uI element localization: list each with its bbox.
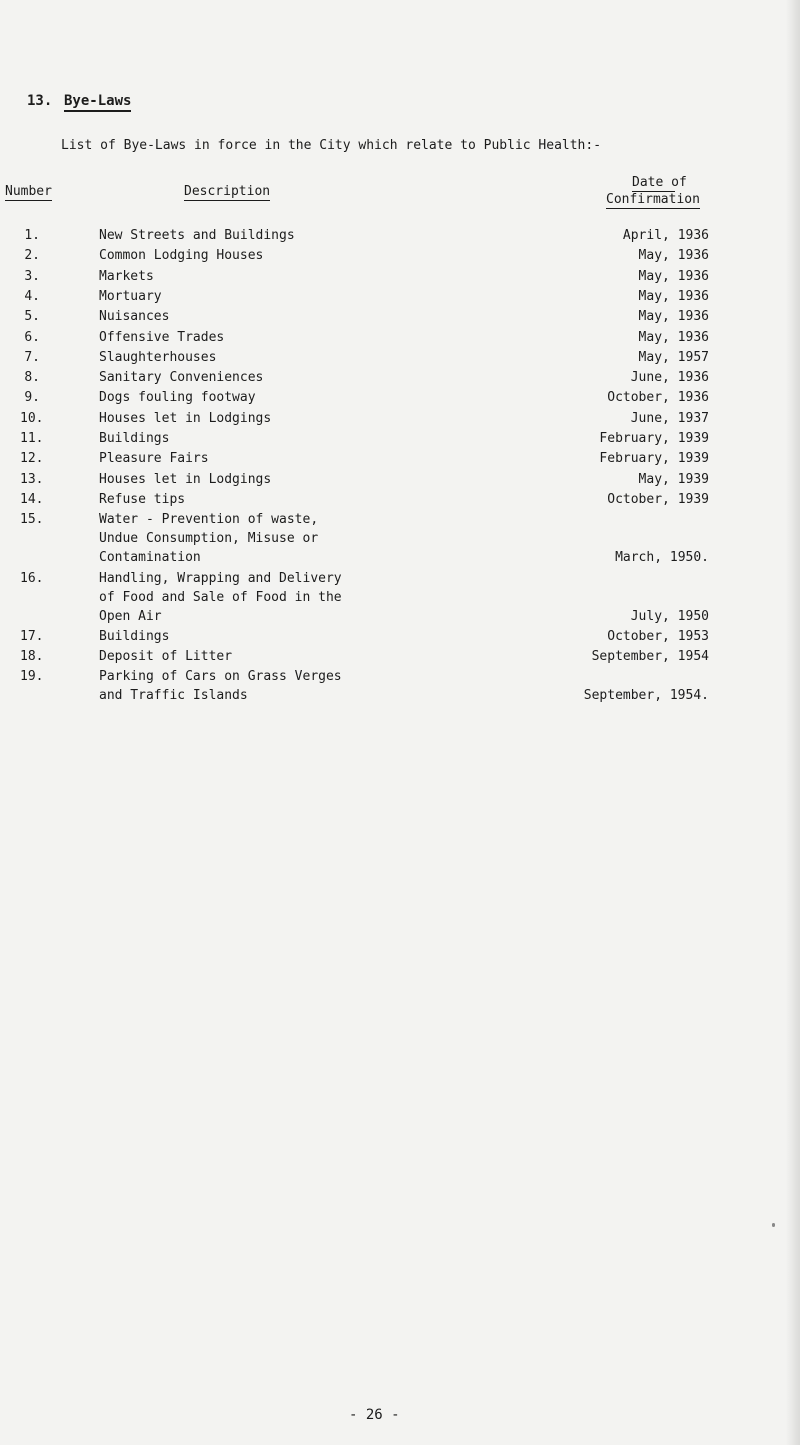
description-line: Undue Consumption, Misuse or xyxy=(99,531,319,547)
row-description xyxy=(99,246,499,265)
row-description xyxy=(99,510,499,567)
description-line: Water - Prevention of waste, xyxy=(99,512,319,528)
header-date-line1: Date of xyxy=(632,175,687,190)
row-number: 19. xyxy=(20,669,44,685)
description-line: Offensive Trades xyxy=(99,329,225,345)
row-date: May, 1936 xyxy=(638,248,709,264)
row-description xyxy=(99,490,499,509)
row-number: 8. xyxy=(24,370,40,386)
description-line: Deposit of Litter xyxy=(99,649,233,665)
row-date: April, 1936 xyxy=(622,228,709,243)
description-line: Common Lodging Houses xyxy=(99,248,264,264)
row-description xyxy=(99,627,499,646)
description-line: and Traffic Islands xyxy=(99,688,248,704)
row-date: July, 1950 xyxy=(630,608,709,624)
description-line: Markets xyxy=(99,268,154,284)
description-line: Houses let in Lodgings xyxy=(99,410,272,426)
row-description xyxy=(99,667,499,705)
row-date: September, 1954 xyxy=(591,649,709,665)
row-date: May, 1957 xyxy=(638,349,709,365)
row-description xyxy=(99,348,499,367)
row-description xyxy=(99,429,499,448)
description-line: Mortuary xyxy=(99,288,162,304)
row-number: 16. xyxy=(20,570,44,586)
row-date: September, 1954. xyxy=(583,688,709,704)
row-description xyxy=(99,267,499,286)
row-number: 11. xyxy=(20,431,44,446)
row-number: 5. xyxy=(24,309,40,325)
page-edge-shadow xyxy=(786,0,800,1445)
row-number: 3. xyxy=(24,268,40,284)
description-line: Contamination xyxy=(99,550,201,566)
row-date: May, 1936 xyxy=(638,329,709,345)
row-description xyxy=(99,470,499,489)
row-date: March, 1950. xyxy=(615,550,709,566)
description-line: Sanitary Conveniences xyxy=(99,370,264,386)
description-line: Parking of Cars on Grass Verges xyxy=(99,669,342,685)
row-number: 13. xyxy=(20,471,44,487)
row-number: 17. xyxy=(20,628,44,644)
row-date: October, 1936 xyxy=(607,390,709,406)
description-line: Buildings xyxy=(99,628,170,644)
header-number: Number xyxy=(5,184,52,199)
row-number: 2. xyxy=(24,248,40,264)
row-number: 7. xyxy=(24,349,40,365)
description-line: Handling, Wrapping and Delivery xyxy=(99,570,342,586)
description-line: New Streets and Buildings xyxy=(99,228,295,243)
row-number: 6. xyxy=(24,329,40,345)
row-date: October, 1953 xyxy=(607,628,709,644)
row-date: May, 1936 xyxy=(638,288,709,304)
intro-text: List of Bye-Laws in force in the City which relate to Public Health:- xyxy=(61,138,602,153)
row-number: 15. xyxy=(20,512,44,528)
row-number: 12. xyxy=(20,451,44,467)
description-line: Open Air xyxy=(99,608,162,624)
row-description xyxy=(99,569,499,626)
header-date-line2: Confirmation xyxy=(606,192,700,207)
row-number: 1. xyxy=(24,228,40,243)
description-line: Dogs fouling footway xyxy=(99,390,256,406)
page-number: - 26 - xyxy=(349,1407,400,1423)
row-date: May, 1936 xyxy=(638,309,709,325)
row-description xyxy=(99,328,499,347)
description-line: of Food and Sale of Food in the xyxy=(99,589,342,605)
row-description xyxy=(99,307,499,326)
description-line: Refuse tips xyxy=(99,491,186,507)
row-description xyxy=(99,449,499,468)
description-line: Slaughterhouses xyxy=(99,349,217,365)
scan-speck xyxy=(772,1223,775,1227)
row-date: February, 1939 xyxy=(599,431,709,446)
row-description xyxy=(99,226,499,245)
row-number: 10. xyxy=(20,410,44,426)
row-date: October, 1939 xyxy=(607,491,709,507)
description-line: Pleasure Fairs xyxy=(99,451,209,467)
section-number: 13. xyxy=(27,93,53,109)
row-description xyxy=(99,368,499,387)
row-description xyxy=(99,409,499,428)
section-title: Bye-Laws xyxy=(64,93,131,112)
row-description xyxy=(99,388,499,407)
description-line: Nuisances xyxy=(99,309,170,325)
row-date: May, 1936 xyxy=(638,268,709,284)
row-date: June, 1937 xyxy=(630,410,709,426)
row-date: June, 1936 xyxy=(630,370,709,386)
header-description: Description xyxy=(184,184,271,199)
row-number: 9. xyxy=(24,390,40,406)
row-description xyxy=(99,287,499,306)
row-date: February, 1939 xyxy=(599,451,709,467)
section-heading xyxy=(27,93,132,109)
row-number: 18. xyxy=(20,649,44,665)
row-description xyxy=(99,647,499,666)
row-number: 14. xyxy=(20,491,44,507)
description-line: Buildings xyxy=(99,431,170,446)
description-line: Houses let in Lodgings xyxy=(99,471,272,487)
row-date: May, 1939 xyxy=(638,471,709,487)
row-number: 4. xyxy=(24,288,40,304)
